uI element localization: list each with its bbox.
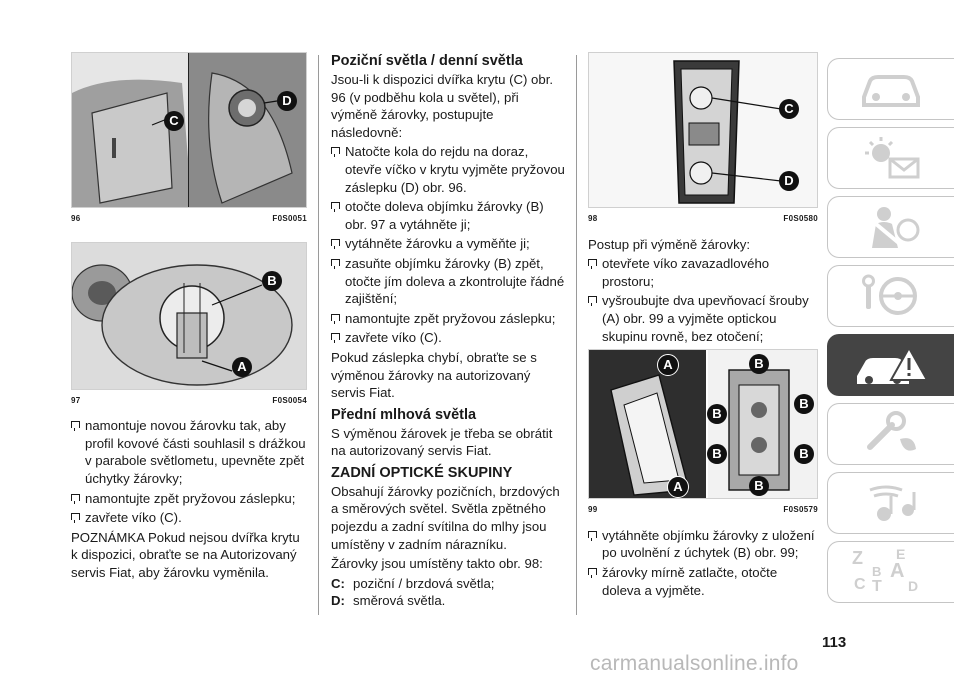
car-dashboard-icon [856,67,926,111]
heading-fog-lights: Přední mlhová světla [331,406,477,423]
figure-97-code: F0S0054 [272,395,307,405]
bullet-icon [588,259,597,266]
safety-airbag-icon [856,202,926,252]
mid-bullet-1: Natočte kola do rejdu na doraz, otevře víčko v krytu vyjměte pryžovou záslepku (D) obr. 96. [331,143,567,196]
legend-row-d: D: směrová světla. [331,593,446,609]
maintenance-wrench-icon [856,409,926,459]
emergency-car-icon [851,340,931,390]
callout-b-fig99-1: B [749,354,769,374]
mid-para-2: Pokud záslepka chybí, obraťte se s výměnou žárovky na autorizovaný servis Fiat. [331,349,537,401]
index-letter: Z [852,548,863,568]
index-letter: A [890,560,905,582]
callout-c-fig98: C [779,99,799,119]
legend-row-c: C: poziční / brzdová světla; [331,575,495,591]
bullet-icon [588,296,597,303]
heading-position-lights: Poziční světla / denní světla [331,53,523,69]
bullet-icon [331,314,340,321]
mid-para-3: S výměnou žárovek je třeba se obrátit na autorizovaný servis Fiat. [331,425,553,459]
tab-dashboard[interactable] [827,58,954,120]
figure-96-code: F0S0051 [272,214,307,223]
figure-96-number: 96 [71,214,81,223]
callout-b-fig99-3: B [707,404,727,424]
bullet-icon [71,513,80,520]
tab-starting-driving[interactable] [827,265,954,327]
callout-b-fig99-5: B [794,444,814,464]
callout-c-fig96: C [164,111,184,131]
figure-97 [71,242,307,390]
mid-bullet-3: vytáhněte žárovku a vyměňte ji; [331,235,567,253]
tab-index[interactable] [827,541,954,603]
column-divider-2 [576,55,577,615]
left-bullet-2: namontujte zpět pryžovou záslepku; [71,490,307,508]
figure-96 [71,52,307,208]
steering-wheel-key-icon [856,271,926,321]
left-bullet-3: zavřete víko (C). [71,509,307,527]
tab-maintenance[interactable] [827,403,954,465]
mid-para-1: Jsou-li k dispozici dvířka krytu (C) obr. 96 (v podběhu kola u světel), při výměně žárovky, postupujte následovně: [331,72,554,140]
index-letter: B [872,564,882,579]
alphabetical-index-icon [846,546,936,598]
figure-99-caption [588,501,818,519]
bullet-icon [588,531,597,538]
tab-emergency[interactable] [827,334,954,396]
callout-d-fig96: D [277,91,297,111]
bullet-icon [331,333,340,340]
index-letter: E [896,546,906,562]
index-letter: C [854,576,866,593]
callout-a-fig99-bottom: A [667,476,689,498]
right-bullet-1: otevřete víko zavazadlového prostoru; [588,255,818,290]
mid-bullet-4: zasuňte objímku žárovky (B) zpět, otočte jím doleva a zkontrolujte řádné zajištění; [331,255,567,308]
callout-b-fig97: B [262,271,282,291]
callout-a-fig99-top: A [657,354,679,376]
figure-99-number: 99 [588,505,598,515]
mid-bullet-6: zavřete víko (C). [331,329,567,347]
mid-para-5: Žárovky jsou umístěny takto obr. 98: [331,556,543,572]
column-right [588,52,818,601]
warning-lights-icon [856,133,926,183]
right-bullet-3: vytáhněte objímku žárovky z uložení po uvolnění z úchytek (B) obr. 99; [588,527,818,562]
tab-multimedia[interactable] [827,472,954,534]
bullet-icon [331,202,340,209]
bullet-icon [331,259,340,266]
column-middle [331,52,567,610]
column-divider-1 [318,55,319,615]
figure-97-number: 97 [71,395,81,405]
figure-98-number: 98 [588,214,598,223]
multimedia-music-icon [856,478,926,528]
callout-b-fig99-6: B [749,476,769,496]
figure-98-code: F0S0580 [783,214,818,223]
mid-bullet-5: namontujte zpět pryžovou záslepku; [331,310,567,328]
bullet-icon [71,421,80,428]
left-note: POZNÁMKA Pokud nejsou dvířka krytu k dispozici, obraťte se na Autorizovaný servis Fiat, aby žárovku vyměnila. [71,529,300,580]
index-letter: T [872,578,882,595]
callout-b-fig99-4: B [707,444,727,464]
bullet-icon [331,239,340,246]
figure-99-code: F0S0579 [783,505,818,515]
right-bullet-2: vyšroubujte dva upevňovací šrouby (A) obr. 99 a vyjměte optickou skupinu rovně, bez otočení; [588,292,818,345]
mid-bullet-2: otočte doleva objímku žárovky (B) obr. 97 a vytáhněte ji; [331,198,567,233]
callout-b-fig99-2: B [794,394,814,414]
bullet-icon [71,494,80,501]
column-left [71,52,307,584]
figure-99 [588,349,818,499]
chapter-tabs [827,58,956,610]
mid-para-4: Obsahují žárovky pozičních, brzdových a směrových světel. Světla zpětného pojezdu a zadní svítilna do mlhy jsou umístěny v zadním nárazníku. [331,483,560,552]
figure-98 [588,52,818,208]
figure-97-caption [71,392,307,410]
tab-warning-lights[interactable] [827,127,954,189]
callout-d-fig98: D [779,171,799,191]
right-bullet-4: žárovky mírně zatlačte, otočte doleva a vyjměte. [588,564,818,599]
bullet-icon [588,568,597,575]
right-para-1: Postup při výměně žárovky: [588,236,750,252]
heading-rear-optics: ZADNÍ OPTICKÉ SKUPINY [331,464,513,481]
left-bullet-1: namontuje novou žárovku tak, aby profil kovové části souhlasil s drážkou v parabole světlometu, upevněte zpět úchytky žárovky; [71,417,307,487]
bullet-icon [331,147,340,154]
tab-safety[interactable] [827,196,954,258]
figure-98-caption [588,210,818,228]
page-number: 113 [822,634,847,651]
callout-a-fig97: A [232,357,252,377]
index-letter: D [908,578,919,594]
figure-96-caption [71,210,307,228]
watermark: carmanualsonline.info [590,652,799,675]
